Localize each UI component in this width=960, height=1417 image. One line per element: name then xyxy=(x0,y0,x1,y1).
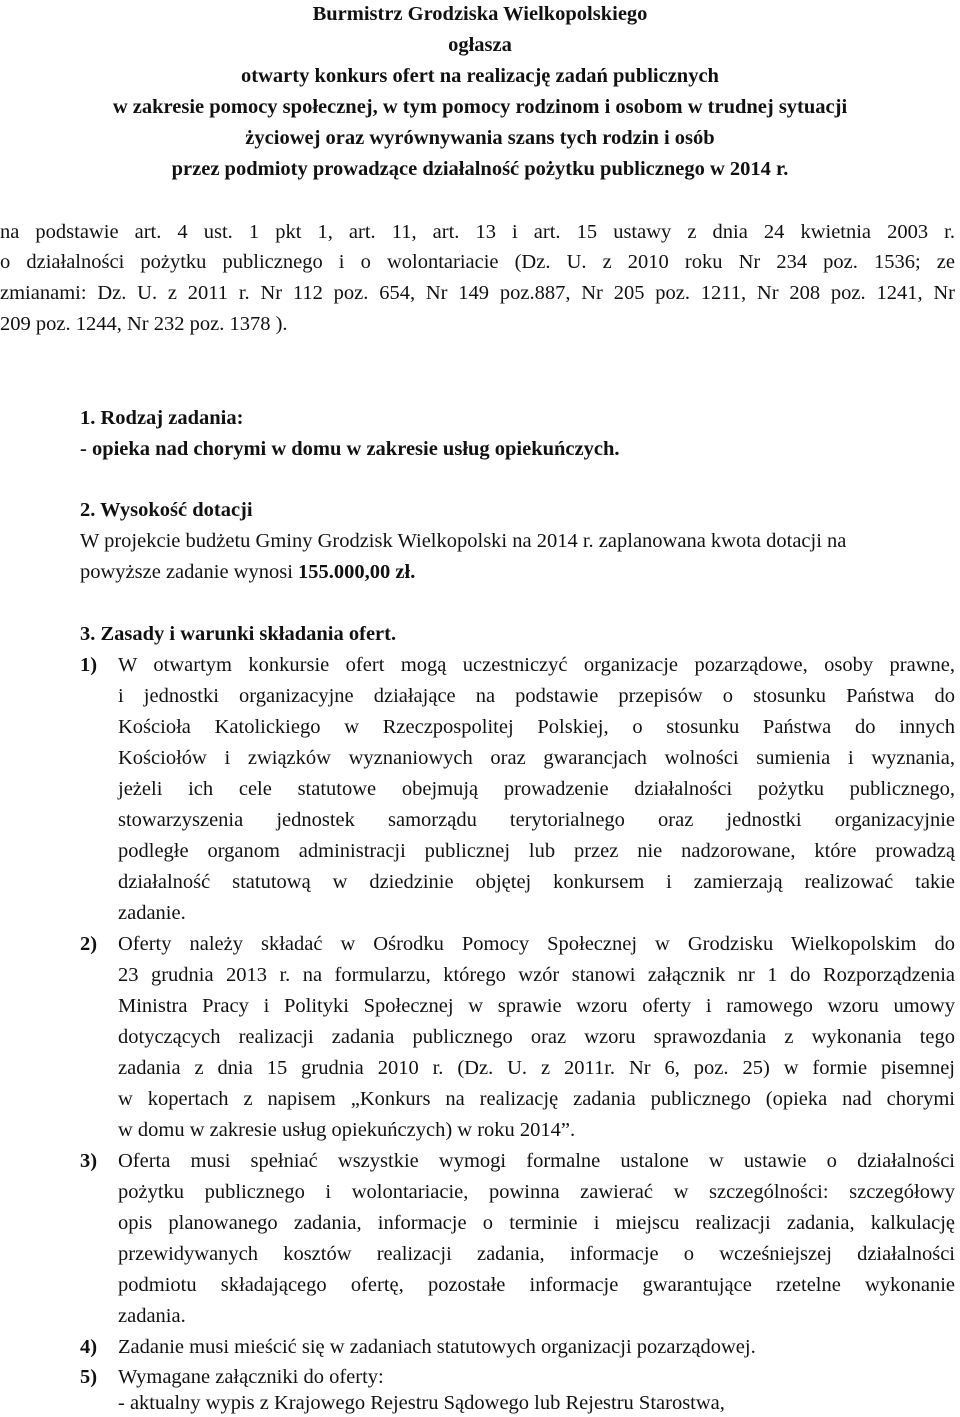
grant-amount: 155.000,00 zł. xyxy=(298,561,416,583)
section-number: 2. xyxy=(80,499,96,521)
heading-line-3: życiowej oraz wyrównywania szans tych rodzin i osób xyxy=(245,127,715,149)
item-line: 23 grudnia 2013 r. na formularzu, którego wzór stanowi załącznik nr 1 do Rozporządzenia xyxy=(118,964,955,986)
item-line: przewidywanych kosztów realizacji zadania, informacje o wcześniejszej działalności xyxy=(118,1243,955,1265)
legal-basis-line: o działalności pożytku publicznego i o wolontariacie (Dz. U. z 2010 roku Nr 234 poz. 1536; ze xyxy=(0,251,955,273)
section-title: Wysokość dotacji xyxy=(100,499,253,521)
grant-amount-line xyxy=(80,558,415,586)
section-title: Zasady i warunki składania ofert. xyxy=(100,623,397,645)
heading-line-4: przez podmioty prowadzące działalność pożytku publicznego w 2014 r. xyxy=(171,158,789,180)
item-line: Oferta musi spełniać wszystkie wymogi formalne ustalone w ustawie o działalności xyxy=(118,1150,955,1172)
legal-basis-line: zmianami: Dz. U. z 2011 r. Nr 112 poz. 654, Nr 149 poz.887, Nr 205 poz. 1211, Nr 208 poz. 1241, Nr xyxy=(0,282,955,304)
issuer-title: Burmistrz Grodziska Wielkopolskiego xyxy=(312,3,648,25)
grant-text-line: W projekcie budżetu Gminy Grodzisk Wielkopolski na 2014 r. zaplanowana kwota dotacji na xyxy=(80,530,847,552)
section-number: 1. xyxy=(80,407,96,429)
task-description: - opieka nad chorymi w domu w zakresie usług opiekuńczych. xyxy=(80,438,620,460)
item-number: 3) xyxy=(80,1150,98,1172)
item-line: stowarzyszenia jednostek samorządu terytorialnego oraz jednostki organizacyjnie xyxy=(118,809,955,831)
item-line: podległe organom administracji publicznej lub przez nie nadzorowane, które prowadzą xyxy=(118,840,955,862)
item-line: dotyczących realizacji zadania publicznego oraz wzoru sprawozdania z wykonania tego xyxy=(118,1026,955,1048)
item-number: 4) xyxy=(80,1336,98,1358)
item-line: Kościoła Katolickiego w Rzeczpospolitej Polskiej, o stosunku Państwa do innych xyxy=(118,716,955,738)
section-3-heading xyxy=(80,620,396,648)
item-line: działalność statutową w dziedzinie objętej konkursem i zamierzają realizować takie xyxy=(118,871,955,893)
grant-amount-prefix: powyższe zadanie wynosi xyxy=(80,561,299,583)
item-line: Oferty należy składać w Ośrodku Pomocy Społecznej w Grodzisku Wielkopolskim do xyxy=(118,933,955,955)
item-line: opis planowanego zadania, informacje o terminie i miejscu realizacji zadania, kalkulację xyxy=(118,1212,955,1234)
section-2-heading xyxy=(80,496,253,524)
item-line: podmiotu składającego ofertę, pozostałe informacje gwarantujące rzetelne wykonanie xyxy=(118,1274,955,1296)
item-line: zadania. xyxy=(118,1305,186,1327)
item-line: Zadanie musi mieścić się w zadaniach statutowych organizacji pozarządowej. xyxy=(118,1336,756,1358)
item-line: w domu w zakresie usług opiekuńczych) w roku 2014”. xyxy=(118,1119,576,1141)
item-number: 1) xyxy=(80,654,98,676)
section-1-heading xyxy=(80,404,243,432)
item-line: Kościołów i związków wyznaniowych oraz gwarancjach wolności sumienia i wyznania, xyxy=(118,747,955,769)
item-line: zadanie. xyxy=(118,902,186,924)
item-line: pożytku publicznego i wolontariacie, powinna zawierać w szczególności: szczegółowy xyxy=(118,1181,955,1203)
item-number: 2) xyxy=(80,933,98,955)
item-line: w kopertach z napisem „Konkurs na realizację zadania publicznego (opieka nad chorymi xyxy=(118,1088,955,1110)
legal-basis-line: na podstawie art. 4 ust. 1 pkt 1, art. 11, art. 13 i art. 15 ustawy z dnia 24 kwietnia 2003 r. xyxy=(0,221,955,243)
heading-line-1: otwarty konkurs ofert na realizację zadań publicznych xyxy=(241,65,719,87)
item-line: Ministra Pracy i Polityki Społecznej w sprawie wzoru oferty i ramowego wzoru umowy xyxy=(118,995,955,1017)
item-line: W otwartym konkursie ofert mogą uczestniczyć organizacje pozarządowe, osoby prawne, xyxy=(118,654,955,676)
section-number: 3. xyxy=(80,623,96,645)
item-line: jeżeli ich cele statutowe obejmują prowadzenie działalności pożytku publicznego, xyxy=(118,778,955,800)
item-number: 5) xyxy=(80,1366,98,1388)
item-line: zadania z dnia 15 grudnia 2010 r. (Dz. U. z 2011r. Nr 6, poz. 25) w formie pisemnej xyxy=(118,1057,955,1079)
announces-word: ogłasza xyxy=(448,34,512,56)
heading-line-2: w zakresie pomocy społecznej, w tym pomocy rodzinom i osobom w trudnej sytuacji xyxy=(112,96,848,118)
item-line: i jednostki organizacyjne działające na podstawie przepisów o stosunku Państwa do xyxy=(118,685,955,707)
legal-basis-line: 209 poz. 1244, Nr 232 poz. 1378 ). xyxy=(0,313,288,335)
item-line: Wymagane załączniki do oferty: xyxy=(118,1366,384,1388)
section-title: Rodzaj zadania: xyxy=(100,407,244,429)
item-line: - aktualny wypis z Krajowego Rejestru Sądowego lub Rejestru Starostwa, xyxy=(118,1392,725,1414)
